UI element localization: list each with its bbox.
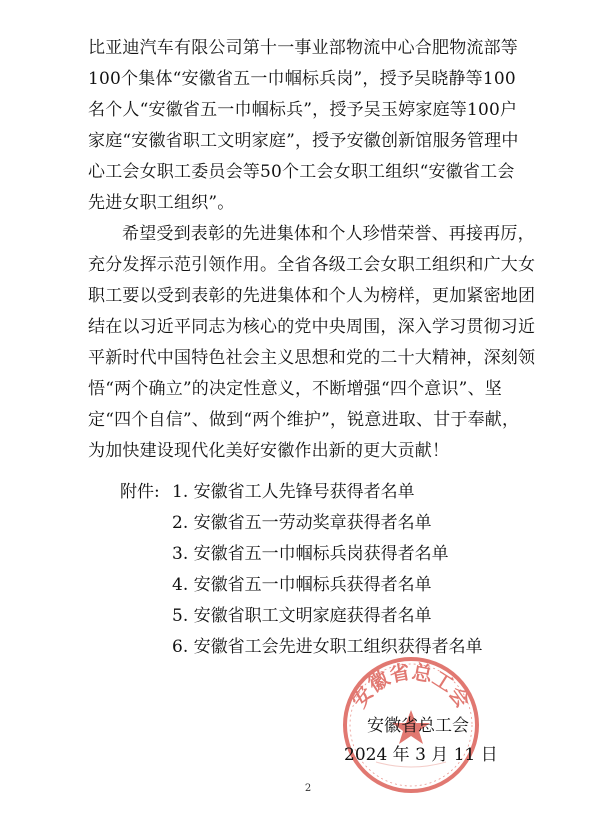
- paragraph-line: 家庭“安徽省职工文明家庭”，授予安徽创新馆服务管理中: [88, 131, 519, 151]
- paragraph-line: 平新时代中国特色社会主义思想和党的二十大精神，深刻领: [88, 348, 536, 368]
- attachments-label: 附件:: [120, 482, 160, 502]
- paragraph-line: 职工要以受到表彰的先进集体和个人为榜样，更加紧密地团: [88, 286, 536, 306]
- paragraph-line: 结在以习近平同志为核心的党中央周围，深入学习贯彻习近: [88, 317, 536, 337]
- paragraph-line: 名个人“安徽省五一巾帼标兵”，授予吴玉婷家庭等100户: [88, 100, 518, 120]
- paragraph-line: 100个集体“安徽省五一巾帼标兵岗”，授予吴晓静等100: [88, 69, 516, 89]
- attachment-item: 6. 安徽省工会先进女职工组织获得者名单: [172, 637, 483, 657]
- attachment-item: 1. 安徽省工人先锋号获得者名单: [172, 482, 415, 502]
- signature-date: 2024 年 3 月 11 日: [344, 745, 498, 765]
- paragraph-line: 定“四个自信”、做到“两个维护”，锐意进取、甘于奉献，: [88, 410, 520, 430]
- page-number: 2: [304, 783, 312, 794]
- paragraph-line: 比亚迪汽车有限公司第十一事业部物流中心合肥物流部等: [88, 38, 518, 58]
- attachment-item: 5. 安徽省职工文明家庭获得者名单: [172, 606, 432, 626]
- seal-text: 安徽省总工会: [346, 659, 476, 712]
- paragraph-line: 为加快建设现代化美好安徽作出新的更大贡献！: [88, 441, 450, 461]
- paragraph-line: 先进女职工组织”。: [88, 193, 235, 213]
- paragraph-line: 心工会女职工委员会等50个工会女职工组织“安徽省工会: [88, 162, 515, 182]
- attachment-item: 3. 安徽省五一巾帼标兵岗获得者名单: [172, 544, 449, 564]
- paragraph-line: 悟“两个确立”的决定性意义，不断增强“四个意识”、坚: [88, 379, 502, 399]
- signature-organization: 安徽省总工会: [367, 716, 469, 736]
- paragraph-line: 充分发挥示范引领作用。全省各级工会女职工组织和广大女: [88, 255, 536, 275]
- attachment-item: 2. 安徽省五一劳动奖章获得者名单: [172, 513, 432, 533]
- svg-text:安徽省总工会: [347, 659, 475, 712]
- attachment-item: 4. 安徽省五一巾帼标兵获得者名单: [172, 575, 432, 595]
- paragraph-line: 希望受到表彰的先进集体和个人珍惜荣誉、再接再厉，: [122, 224, 535, 244]
